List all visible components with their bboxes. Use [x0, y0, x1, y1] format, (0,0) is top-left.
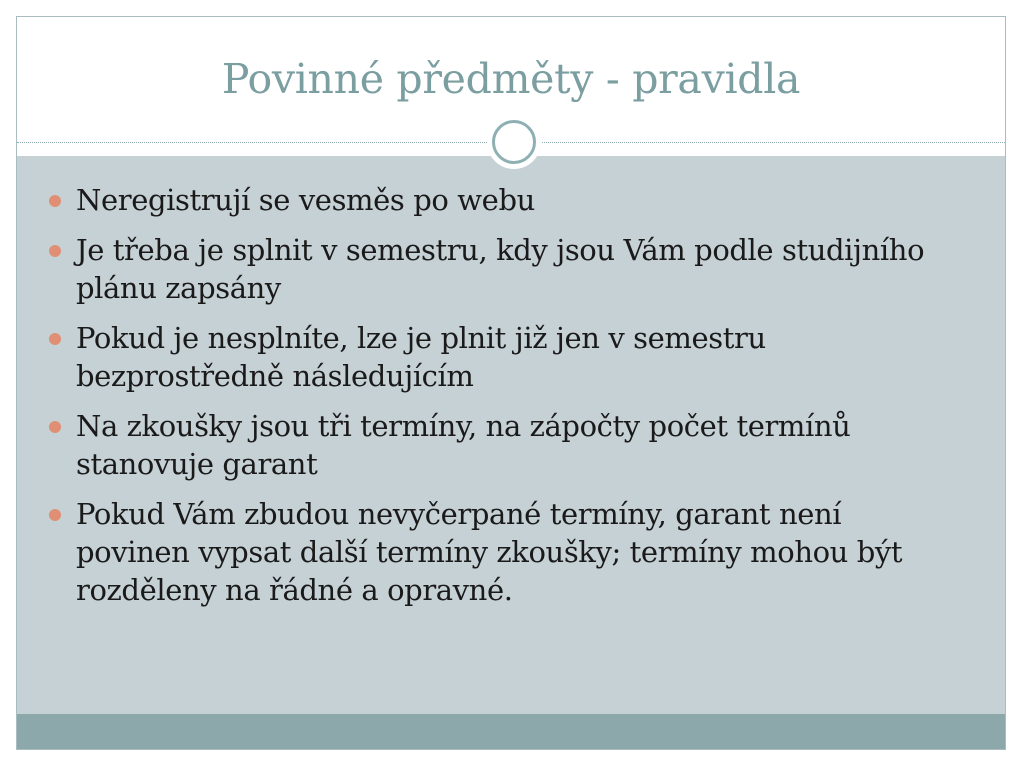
bullet-dot-icon — [49, 421, 61, 433]
bullet-text: Pokud Vám zbudou nevyčerpané termíny, garant není povinen vypsat další termíny zkoušky; termíny mohou být rozděleny na řádné a opravné. — [76, 497, 903, 607]
bullet-text: Je třeba je splnit v semestru, kdy jsou Vám podle studijního plánu zapsány — [76, 233, 925, 305]
bullet-item — [49, 319, 959, 395]
bullet-item — [49, 231, 959, 307]
slide-title: Povinné předměty - pravidla — [221, 55, 801, 103]
bullet-dot-icon — [49, 245, 61, 257]
slide — [16, 16, 1006, 750]
footer-band — [17, 714, 1005, 749]
bullet-dot-icon — [49, 509, 61, 521]
circle-ornament-ring — [492, 120, 536, 164]
circle-ornament — [487, 115, 541, 169]
bullet-text: Pokud je nesplníte, lze je plnit již jen v semestru bezprostředně následujícím — [76, 321, 766, 393]
bullet-item — [49, 181, 959, 219]
bullet-text: Na zkoušky jsou tři termíny, na zápočty počet termínů stanovuje garant — [76, 409, 851, 481]
bullet-list — [49, 181, 959, 621]
bullet-dot-icon — [49, 333, 61, 345]
bullet-item — [49, 407, 959, 483]
bullet-item — [49, 495, 959, 609]
bullet-dot-icon — [49, 195, 61, 207]
bullet-text: Neregistrují se vesměs po webu — [76, 183, 535, 217]
